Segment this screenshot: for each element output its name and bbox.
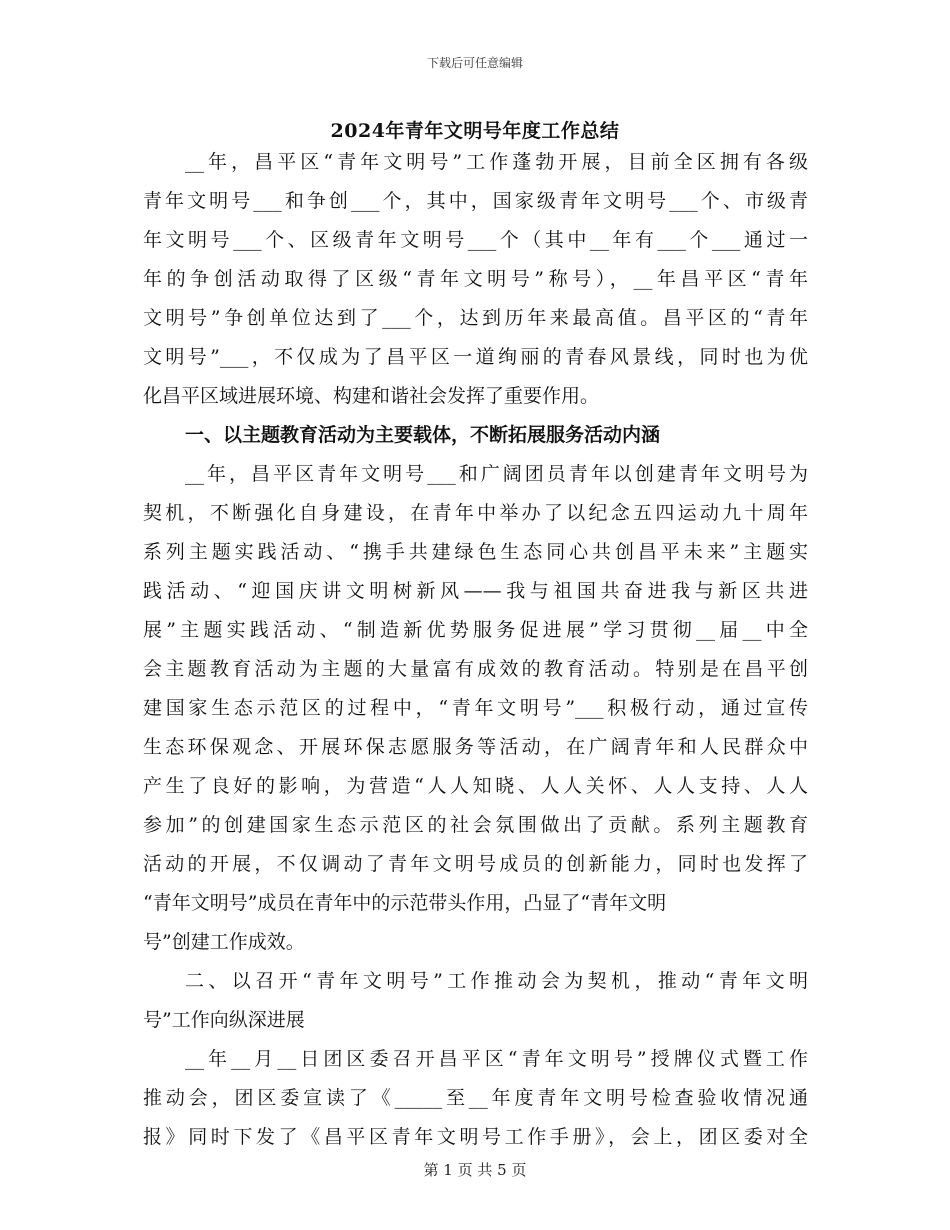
body-text-line: 文明号”___，不仅成为了昌平区一道绚丽的青春风景线，同时也为优 bbox=[143, 346, 808, 368]
body-text-line: 参加”的创建国家生态示范区的社会氛围做出了贡献。系列主题教育 bbox=[143, 814, 808, 836]
body-text-line: 号”工作向纵深进展 bbox=[143, 1009, 305, 1031]
body-text-line: 展”主题实践活动、“制造新优势服务促进展”学习贯彻__届__中全 bbox=[143, 619, 808, 641]
body-text-line: __年，昌平区青年文明号___和广阔团员青年以创建青年文明号为 bbox=[185, 463, 808, 485]
section-heading-line: 一、以主题教育活动为主要载体，不断拓展服务活动内涵 bbox=[185, 424, 661, 446]
body-text-line: 生态环保观念、开展环保志愿服务等活动，在广阔青年和人民群众中 bbox=[143, 736, 808, 758]
body-text-line: 践活动、“迎国庆讲文明树新风——我与祖国共奋进我与新区共进 bbox=[143, 580, 808, 602]
body-text-line: 契机，不断强化自身建设，在青年中举办了以纪念五四运动九十周年 bbox=[143, 502, 808, 524]
page-footer: 第 1 页 共 5 页 bbox=[423, 1161, 527, 1179]
body-text-line: 活动的开展，不仅调动了青年文明号成员的创新能力，同时也发挥了 bbox=[143, 853, 808, 875]
body-text-line: 产生了良好的影响，为营造“人人知晓、人人关怀、人人支持、人人 bbox=[143, 775, 808, 797]
body-text-line: 年的争创活动取得了区级“青年文明号”称号），__年昌平区“青年 bbox=[143, 268, 808, 290]
body-text-line: 号”创建工作成效。 bbox=[143, 931, 305, 953]
body-text-line: “青年文明号”成员在青年中的示范带头作用，凸显了“青年文明 bbox=[143, 892, 667, 914]
document-body bbox=[143, 143, 808, 1157]
body-text-line: 化昌平区域进展环境、构建和谐社会发挥了重要作用。 bbox=[143, 385, 600, 407]
body-text-line: __年，昌平区“青年文明号”工作蓬勃开展，目前全区拥有各级 bbox=[185, 151, 808, 173]
body-text-line: 建国家生态示范区的过程中，“青年文明号”___积极行动，通过宣传 bbox=[143, 697, 808, 719]
header-note: 下载后可任意编辑 bbox=[426, 56, 523, 70]
body-text-line: 二、以召开“青年文明号”工作推动会为契机，推动“青年文明 bbox=[185, 970, 808, 992]
body-text-line: __年__月__日团区委召开昌平区“青年文明号”授牌仪式暨工作 bbox=[185, 1048, 808, 1070]
body-text-line: 文明号”争创单位达到了___个，达到历年来最高值。昌平区的“青年 bbox=[143, 307, 808, 329]
body-text-line: 青年文明号___和争创___个，其中，国家级青年文明号___个、市级青 bbox=[143, 190, 808, 212]
document-title: 2024年青年文明号年度工作总结 bbox=[330, 120, 620, 142]
body-text-line: 系列主题实践活动、“携手共建绿色生态同心共创昌平未来”主题实 bbox=[143, 541, 808, 563]
body-text-line: 年文明号___个、区级青年文明号___个（其中__年有___个___通过一 bbox=[143, 229, 808, 251]
body-text-line: 报》同时下发了《昌平区青年文明号工作手册》，会上，团区委对全 bbox=[143, 1126, 808, 1148]
body-text-line: 会主题教育活动为主题的大量富有成效的教育活动。特别是在昌平创 bbox=[143, 658, 808, 680]
body-text-line: 推动会，团区委宣读了《_____至__年度青年文明号检查验收情况通 bbox=[143, 1087, 808, 1109]
